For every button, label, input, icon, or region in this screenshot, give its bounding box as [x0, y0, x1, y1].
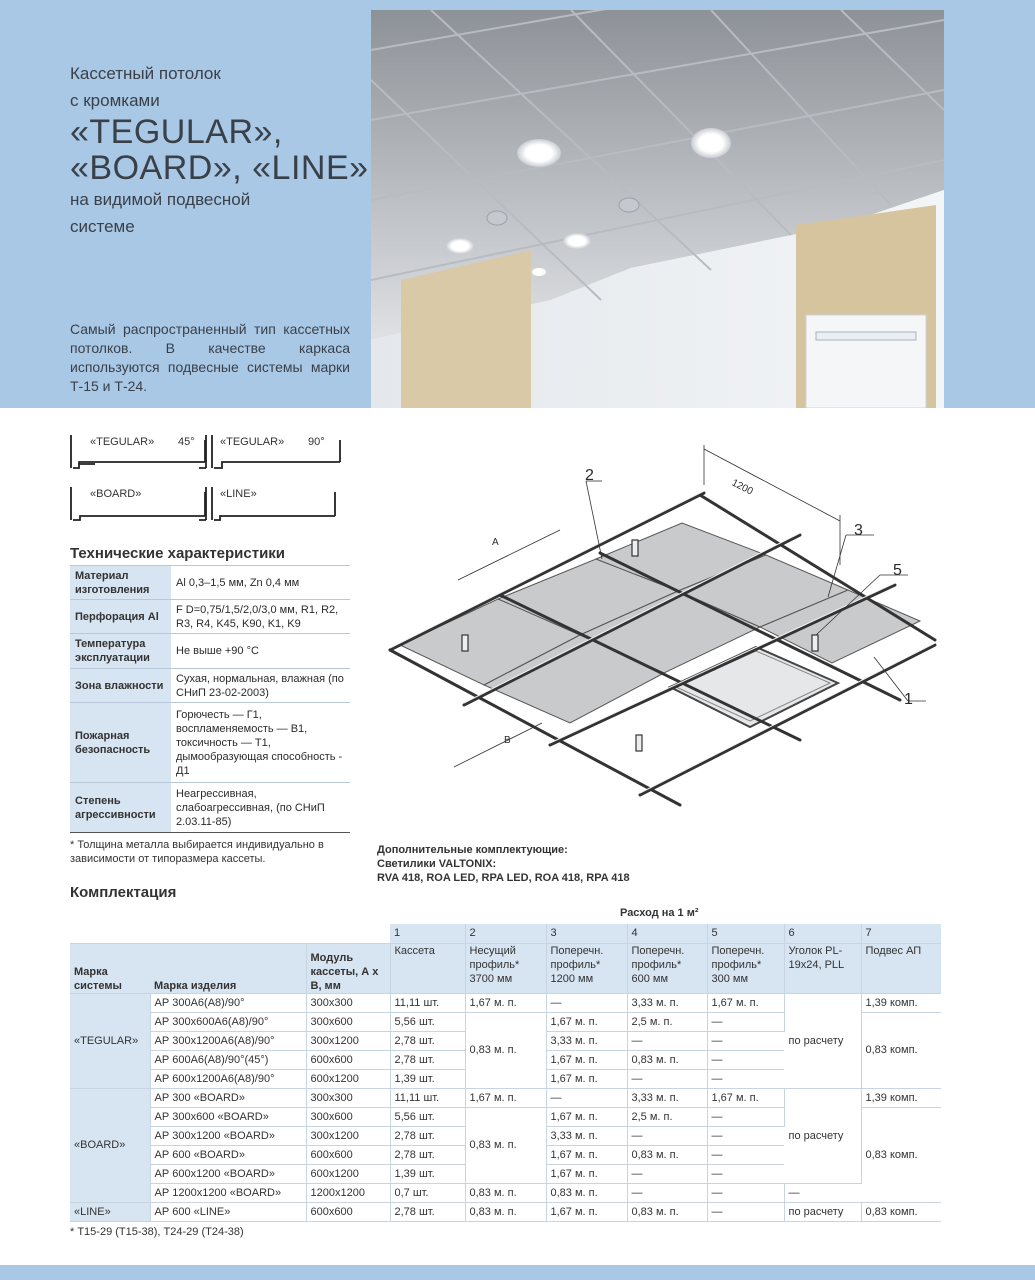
col-num: 4: [627, 924, 707, 943]
table-cell: АР 1200x1200 «BOARD»: [150, 1183, 306, 1202]
grid-drawing: [380, 435, 940, 835]
table-row: [70, 1088, 941, 1107]
spec-value: Al 0,3–1,5 мм, Zn 0,4 мм: [171, 566, 350, 600]
table-cell: 1,39 комп.: [861, 993, 941, 1012]
table-cell: —: [546, 1088, 627, 1107]
table-cell: 5,56 шт.: [390, 1012, 465, 1031]
table-cell: 300x1200: [306, 1031, 390, 1050]
table-cell: 1,67 м. п.: [546, 1145, 627, 1164]
col-header: Поперечн. профиль* 300 мм: [707, 943, 784, 993]
spec-row: [70, 634, 350, 669]
callout-5: 5: [893, 562, 902, 579]
table-cell: 600x1200: [306, 1069, 390, 1088]
table-cell: 2,78 шт.: [390, 1202, 465, 1221]
table-cell: 600x600: [306, 1050, 390, 1069]
table-cell: 600x1200: [306, 1164, 390, 1183]
table-cell: АР 300x600 «BOARD»: [150, 1107, 306, 1126]
table-cell: 300x1200: [306, 1126, 390, 1145]
callout-2: 2: [585, 467, 594, 484]
callout-3: 3: [854, 522, 863, 539]
dimension-1200: 1200: [729, 477, 755, 498]
table-cell: 1,67 м. п.: [707, 993, 784, 1012]
table-cell: —: [707, 1050, 784, 1069]
table-cell: 2,78 шт.: [390, 1050, 465, 1069]
profile-footnote: * Т15-29 (Т15-38), Т24-29 (Т24-38): [70, 1226, 244, 1238]
spec-key: Зона влажности: [70, 669, 171, 703]
col-num: 5: [707, 924, 784, 943]
ceiling-grid-diagram: [380, 435, 940, 835]
table-cell: 1,39 шт.: [390, 1069, 465, 1088]
table-cell: АР 300x1200 «BOARD»: [150, 1126, 306, 1145]
kit-title: Комплектация: [70, 884, 177, 901]
table-cell: —: [707, 1031, 784, 1050]
table-cell: 3,33 м. п.: [546, 1126, 627, 1145]
table-cell: —: [707, 1164, 784, 1183]
title-line-large: «BOARD», «LINE»: [70, 149, 369, 187]
ceiling-photo: [371, 10, 944, 408]
table-cell: —: [707, 1012, 784, 1031]
table-cell: 1,67 м. п.: [465, 1088, 546, 1107]
col-item: Марка изделия: [150, 943, 306, 993]
spec-key: Степень агрессивности: [70, 783, 171, 833]
spec-key: Пожарная безопасность: [70, 703, 171, 783]
col-num: 3: [546, 924, 627, 943]
spec-value: F D=0,75/1,5/2,0/3,0 мм, R1, R2, R3, R4, K45, K90, K1, K9: [171, 600, 350, 634]
table-cell: 1,39 комп.: [861, 1088, 941, 1107]
system-line: «LINE»: [70, 1202, 150, 1221]
table-cell: АР 600 «BOARD»: [150, 1145, 306, 1164]
system-board: «BOARD»: [70, 1088, 150, 1202]
profile-label-board: «BOARD»: [90, 488, 142, 500]
kit-table: [70, 924, 941, 1222]
table-cell: 0,83 м. п.: [465, 1012, 546, 1088]
col-num: 1: [390, 924, 465, 943]
col-num: 7: [861, 924, 941, 943]
dimension-a: A: [492, 537, 499, 548]
table-cell: 0,7 шт.: [390, 1183, 465, 1202]
spec-table: [70, 565, 350, 833]
spec-key: Температура эксплуатации: [70, 634, 171, 669]
profile-label-line: «LINE»: [220, 488, 257, 500]
table-cell: —: [546, 993, 627, 1012]
table-cell: АР 600А6(А8)/90°(45°): [150, 1050, 306, 1069]
accessories-note: [377, 843, 630, 885]
spec-value: Сухая, нормальная, влажная (по СНиП 23-02-2003): [171, 669, 350, 703]
col-num: 6: [784, 924, 861, 943]
table-cell: 0,83 м. п.: [465, 1183, 546, 1202]
title-line: системе: [70, 217, 135, 236]
profile-label-tegular45: «TEGULAR»: [90, 436, 155, 448]
kit-header-row: [70, 943, 941, 993]
table-cell: —: [707, 1145, 784, 1164]
table-cell: —: [627, 1183, 707, 1202]
table-cell: по расчету: [784, 993, 861, 1088]
hero-side-panel: [944, 10, 1035, 408]
table-cell: 2,78 шт.: [390, 1145, 465, 1164]
table-cell: —: [784, 1183, 861, 1202]
table-cell: 300x300: [306, 1088, 390, 1107]
table-cell: 0,83 м. п.: [627, 1202, 707, 1221]
col-num: 2: [465, 924, 546, 943]
table-cell: 0,83 м. п.: [465, 1202, 546, 1221]
table-cell: АР 300 «BOARD»: [150, 1088, 306, 1107]
title-line-large: «TEGULAR»,: [70, 113, 283, 151]
table-cell: 11,11 шт.: [390, 1088, 465, 1107]
table-cell: —: [707, 1202, 784, 1221]
spec-row: [70, 600, 350, 634]
accessories-line: Дополнительные комплектующие:: [377, 844, 568, 856]
table-cell: 1,67 м. п.: [546, 1202, 627, 1221]
table-cell: 1,67 м. п.: [546, 1164, 627, 1183]
top-band: [0, 0, 1035, 10]
table-cell: 1,67 м. п.: [546, 1069, 627, 1088]
table-cell: АР 600x1200 «BOARD»: [150, 1164, 306, 1183]
spec-row: [70, 669, 350, 703]
table-cell: АР 600x1200А6(А8)/90°: [150, 1069, 306, 1088]
hero-description: Самый распространенный тип кассетных потолков. В качестве каркаса используются подвесные системы марки Т-15 и Т-24.: [70, 321, 350, 394]
spec-key: Перфорация Al: [70, 600, 171, 634]
table-cell: —: [707, 1069, 784, 1088]
title-line: на видимой подвесной: [70, 190, 251, 209]
table-cell: АР 600 «LINE»: [150, 1202, 306, 1221]
col-header: Подвес АП: [861, 943, 941, 993]
consumption-header: Расход на 1 м²: [620, 907, 699, 919]
table-cell: —: [627, 1069, 707, 1088]
table-cell: 0,83 м. п.: [546, 1183, 627, 1202]
col-header: Кассета: [390, 943, 465, 993]
table-cell: 300x600: [306, 1107, 390, 1126]
spec-value: Не выше +90 °С: [171, 634, 350, 669]
col-header: Поперечн. профиль* 600 мм: [627, 943, 707, 993]
dimension-b: B: [504, 735, 511, 746]
table-cell: 1,67 м. п.: [707, 1088, 784, 1107]
spec-footnote: * Толщина металла выбирается индивидуально в зависимости от типоразмера кассеты.: [70, 839, 324, 865]
col-header: Поперечн. профиль* 1200 мм: [546, 943, 627, 993]
spec-title: Технические характеристики: [70, 545, 286, 562]
title-line: Кассетный потолок: [70, 64, 221, 83]
spec-row: [70, 703, 350, 783]
table-cell: —: [627, 1031, 707, 1050]
table-cell: 3,33 м. п.: [627, 1088, 707, 1107]
col-module: Модуль кассеты, А x В, мм: [306, 943, 390, 993]
table-cell: 0,83 м. п.: [465, 1107, 546, 1183]
table-cell: 0,83 м. п.: [627, 1050, 707, 1069]
ceiling-photo-illustration: [371, 10, 944, 408]
table-cell: 3,33 м. п.: [546, 1031, 627, 1050]
spec-value: Неагрессивная, слабоагрессивная, (по СНиП 2.03.11-85): [171, 783, 350, 833]
col-header: Несущий профиль* 3700 мм: [465, 943, 546, 993]
col-system: Марка системы: [70, 943, 150, 993]
spec-row: [70, 566, 350, 600]
table-cell: 0,83 комп.: [861, 1107, 941, 1202]
kit-num-row: [70, 924, 941, 943]
table-cell: 600x600: [306, 1202, 390, 1221]
table-cell: АР 300А6(А8)/90°: [150, 993, 306, 1012]
table-cell: 600x600: [306, 1145, 390, 1164]
title-line: с кромками: [70, 91, 160, 110]
table-row: [70, 1183, 941, 1202]
table-cell: 11,11 шт.: [390, 993, 465, 1012]
profile-angle-90: 90°: [308, 436, 325, 448]
table-cell: —: [707, 1126, 784, 1145]
spec-value: Горючесть — Г1, воспламеняемость — В1, токсичность — Т1, дымообразующая способность - Д1: [171, 703, 350, 783]
callout-1: 1: [904, 691, 913, 708]
table-cell: по расчету: [784, 1202, 861, 1221]
table-cell: 1,67 м. п.: [546, 1012, 627, 1031]
edge-profiles: [65, 430, 355, 530]
table-cell: 1200x1200: [306, 1183, 390, 1202]
table-row: [70, 1202, 941, 1221]
table-cell: 0,83 комп.: [861, 1012, 941, 1088]
table-cell: 1,67 м. п.: [546, 1050, 627, 1069]
table-cell: АР 300x600А6(А8)/90°: [150, 1012, 306, 1031]
table-cell: 0,83 комп.: [861, 1202, 941, 1221]
table-cell: 2,78 шт.: [390, 1126, 465, 1145]
table-cell: 1,39 шт.: [390, 1164, 465, 1183]
table-cell: 300x600: [306, 1012, 390, 1031]
table-cell: АР 300x1200А6(А8)/90°: [150, 1031, 306, 1050]
table-cell: —: [707, 1107, 784, 1126]
spec-key: Материал изготовления: [70, 566, 171, 600]
table-cell: по расчету: [784, 1088, 861, 1183]
accessories-line: Светилики VALTONIX:: [377, 858, 497, 870]
table-cell: 300x300: [306, 993, 390, 1012]
table-cell: 1,67 м. п.: [546, 1107, 627, 1126]
table-cell: 5,56 шт.: [390, 1107, 465, 1126]
profile-label-tegular90: «TEGULAR»: [220, 436, 285, 448]
table-cell: 2,5 м. п.: [627, 1107, 707, 1126]
table-row: [70, 993, 941, 1012]
table-cell: —: [627, 1164, 707, 1183]
table-cell: 2,5 м. п.: [627, 1012, 707, 1031]
bottom-band: [0, 1265, 1035, 1280]
table-cell: 1,67 м. п.: [465, 993, 546, 1012]
table-cell: 0,83 м. п.: [627, 1145, 707, 1164]
table-cell: —: [707, 1183, 784, 1202]
hero-title: [70, 60, 370, 240]
accessories-line: RVA 418, ROA LED, RPA LED, ROA 418, RPA 418: [377, 872, 630, 884]
table-cell: 2,78 шт.: [390, 1031, 465, 1050]
table-cell: 3,33 м. п.: [627, 993, 707, 1012]
system-tegular: «TEGULAR»: [70, 993, 150, 1088]
table-cell: —: [627, 1126, 707, 1145]
profile-angle-45: 45°: [178, 436, 195, 448]
col-header: Уголок PL-19x24, PLL: [784, 943, 861, 993]
spec-row: [70, 783, 350, 833]
